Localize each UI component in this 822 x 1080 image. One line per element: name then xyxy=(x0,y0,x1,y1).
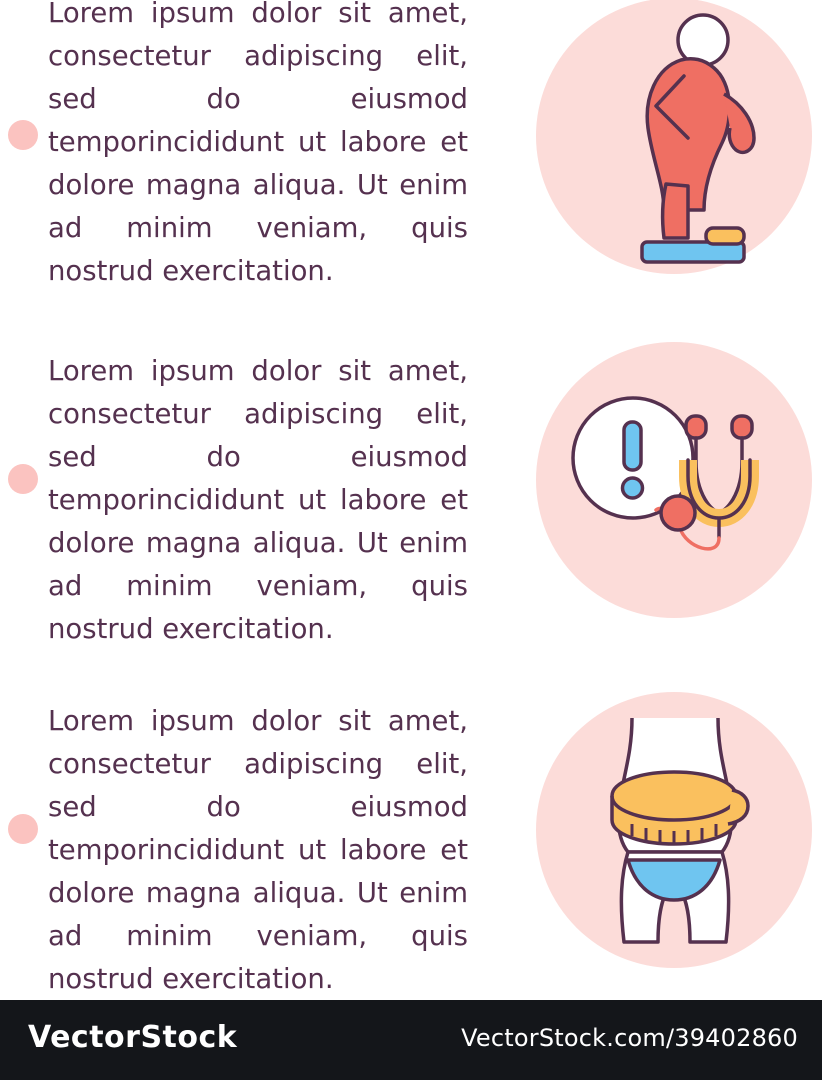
footer-bar xyxy=(0,1000,822,1080)
illustration-3 xyxy=(536,692,812,968)
bullet-marker-2 xyxy=(8,464,38,494)
content-row-1 xyxy=(0,0,822,292)
stethoscope-warning-icon xyxy=(536,342,812,618)
content-row-3 xyxy=(0,686,822,995)
paragraph-text-2: Lorem ipsum dolor sit amet, consectetur adipiscing elit, sed do eiusmod temporincididunt ut labore et dolore magna aliqua. Ut enim ad minim veniam, quis nostrud exercitation. xyxy=(48,355,468,645)
illustration-2 xyxy=(536,342,812,618)
content-row-2 xyxy=(0,336,822,645)
paragraph-text-3: Lorem ipsum dolor sit amet, consectetur adipiscing elit, sed do eiusmod temporincididunt ut labore et dolore magna aliqua. Ut enim ad minim veniam, quis nostrud exercitation. xyxy=(48,705,468,995)
waist-measuring-tape-icon xyxy=(536,692,812,968)
bullet-marker-3 xyxy=(8,814,38,844)
bullet-marker-1 xyxy=(8,120,38,150)
illustration-1 xyxy=(536,0,812,274)
vectorstock-logo: VectorStock xyxy=(28,1020,238,1055)
image-credit: VectorStock.com/39402860 xyxy=(461,1024,798,1052)
obese-person-on-scale-icon xyxy=(536,0,812,274)
paragraph-text-1: Lorem ipsum dolor sit amet, consectetur adipiscing elit, sed do eiusmod temporincididunt ut labore et dolore magna aliqua. Ut enim ad minim veniam, quis nostrud exercitation. xyxy=(48,0,468,287)
